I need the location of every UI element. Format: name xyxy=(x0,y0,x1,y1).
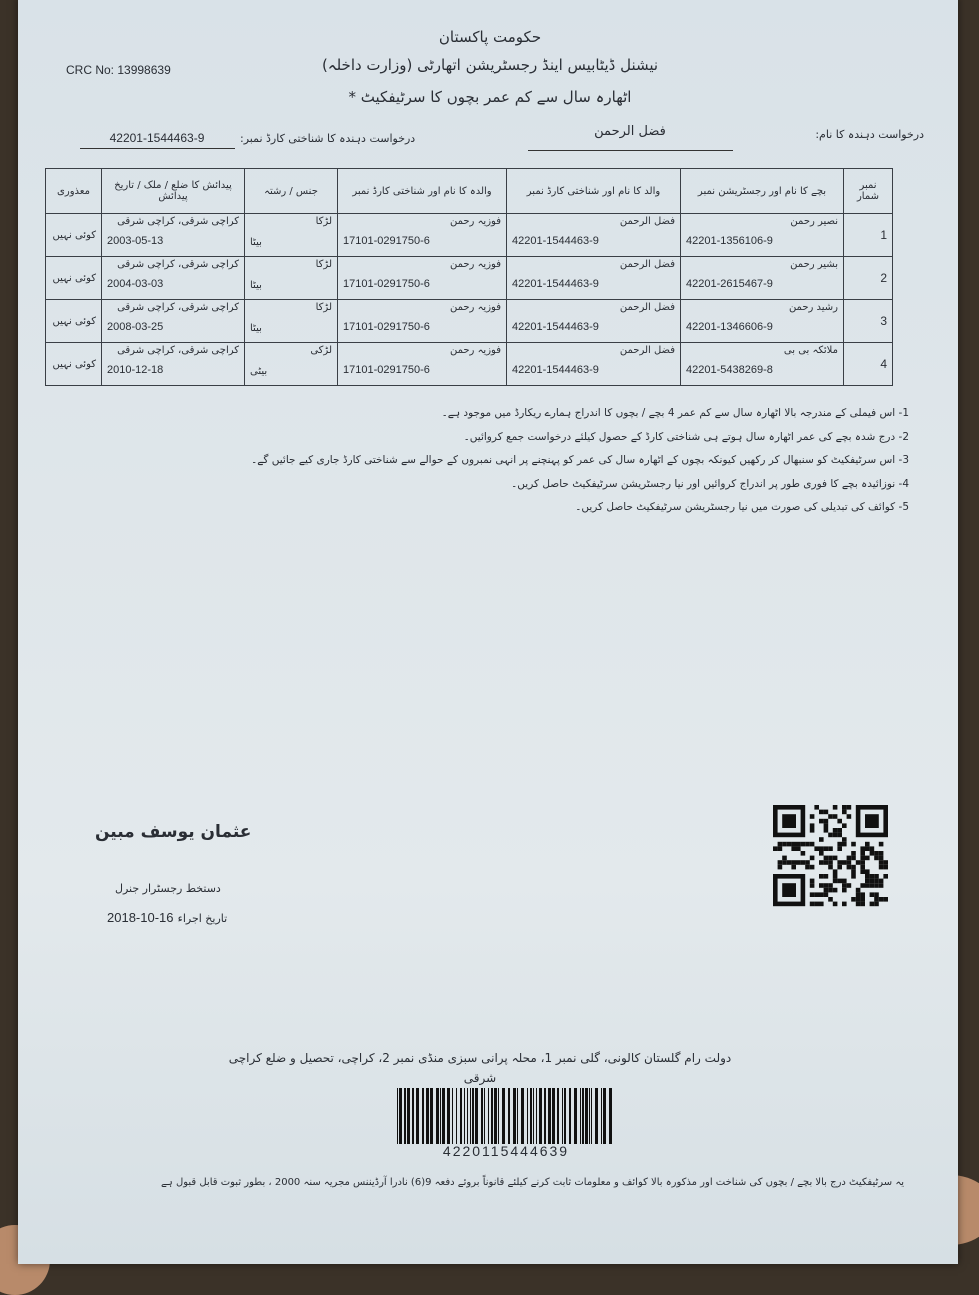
issue-date: 2018-10-16 xyxy=(107,910,174,925)
gender-cell xyxy=(245,300,338,343)
notes-list xyxy=(251,402,909,520)
disability-cell xyxy=(46,343,102,386)
child-cell-number: 42201-5438269-8 xyxy=(686,364,773,376)
child-cell xyxy=(681,257,844,300)
relation-text: بیٹا xyxy=(250,323,262,334)
note-item: 1- اس فیملی کے مندرجہ بالا اٹھارہ سال سے کم عمر 4 بچے / بچوں کا اندراج ہمارے ریکارڈ میں موجود ہے۔ xyxy=(441,407,909,419)
mother-cell-number: 17101-0291750-6 xyxy=(343,364,430,376)
serial-cell xyxy=(844,214,893,257)
relation-text: بیٹا xyxy=(250,280,262,291)
mother-cell-number: 17101-0291750-6 xyxy=(343,321,430,333)
certificate-title: اٹھارہ سال سے کم عمر بچوں کا سرٹیفکیٹ * xyxy=(348,88,632,106)
address: دولت رام گلستان کالونی، گلی نمبر 1، محلہ پرانی سبزی منڈی نمبر 2، کراچی، تحصیل و ضلع کراچی شرقی xyxy=(228,1051,732,1085)
father-cell-number: 42201-1544463-9 xyxy=(512,278,599,290)
signature-title: دستخط رجسٹرار جنرل xyxy=(115,882,221,895)
mother-cell-text: فوزیہ رحمن xyxy=(449,302,501,313)
barcode xyxy=(395,1088,617,1144)
gender-cell-text: لڑکا xyxy=(315,302,332,313)
header-child: بچے کا نام اور رجسٹریشن نمبر xyxy=(681,169,844,214)
birth-cell-text: کراچی شرقی، کراچی شرقی xyxy=(117,302,239,313)
note-item: 5- کوائف کی تبدیلی کی صورت میں نیا رجسٹریشن سرٹیفکیٹ حاصل کریں۔ xyxy=(575,501,909,513)
table-row xyxy=(46,257,893,300)
birth-cell-number: 2003-05-13 xyxy=(107,235,164,247)
crc-label: CRC No: xyxy=(66,63,115,77)
mother-cell-number: 17101-0291750-6 xyxy=(343,278,430,290)
father-cell xyxy=(507,343,681,386)
children-table xyxy=(45,168,893,386)
header-gender: جنس / رشتہ xyxy=(245,169,338,214)
mother-cell xyxy=(338,214,507,257)
authority-title: نیشنل ڈیٹابیس اینڈ رجسٹریشن اتھارٹی (وزارت داخلہ) xyxy=(321,56,659,74)
disability-cell xyxy=(46,214,102,257)
table-row xyxy=(46,214,893,257)
child-cell-number: 42201-1356106-9 xyxy=(686,235,773,247)
header-father: والد کا نام اور شناختی کارڈ نمبر xyxy=(507,169,681,214)
birth-cell-text: کراچی شرقی، کراچی شرقی xyxy=(117,216,239,227)
note-item: 3- اس سرٹیفکیٹ کو سنبھال کر رکھیں کیونکہ بچوں کے اٹھارہ سال کی عمر کو پہنچنے پر انہی نمبروں کے حوالے سے شناختی کارڈ جاری کیے جائیں گے۔ xyxy=(251,454,909,466)
mother-cell xyxy=(338,300,507,343)
disability-cell-text: کوئی نہیں xyxy=(52,315,96,327)
father-cell xyxy=(507,214,681,257)
gender-cell-text: لڑکا xyxy=(315,216,332,227)
birth-cell-text: کراچی شرقی، کراچی شرقی xyxy=(117,345,239,356)
child-cell-text: ملائکہ بی بی xyxy=(783,345,838,356)
applicant-cnic-label: درخواست دہندہ کا شناختی کارڈ نمبر: xyxy=(240,132,416,145)
relation-text: بیٹی xyxy=(250,366,268,377)
header-disability: معذوری xyxy=(46,169,102,214)
serial-cell-text: 3 xyxy=(880,314,887,328)
father-cell xyxy=(507,300,681,343)
table-header-row xyxy=(46,169,893,214)
footer-statement: یہ سرٹیفکیٹ درج بالا بچے / بچوں کی شناخت اور مذکورہ بالا کوائف و معلومات ثابت کرنے کیلئے قانوناً بروئے دفعہ 9(6) نادرا آرڈیننس مجریہ سنہ 2000 ، بطور ثبوت قابل قبول ہے xyxy=(161,1177,904,1188)
birth-cell-number: 2008-03-25 xyxy=(107,321,164,333)
gender-cell xyxy=(245,257,338,300)
serial-cell-text: 4 xyxy=(880,357,887,371)
qr-code-icon xyxy=(773,805,893,909)
table-row xyxy=(46,300,893,343)
gender-cell-text: لڑکی xyxy=(310,345,332,356)
disability-cell-text: کوئی نہیں xyxy=(52,272,96,284)
gender-cell xyxy=(245,343,338,386)
father-cell-text: فضل الرحمن xyxy=(619,216,675,227)
header-birth: پیدائش کا ضلع / ملک / تاریخ پیدائش xyxy=(102,169,245,214)
mother-cell-text: فوزیہ رحمن xyxy=(449,345,501,356)
header-serial: نمبر شمار xyxy=(844,169,893,214)
birth-cell-text: کراچی شرقی، کراچی شرقی xyxy=(117,259,239,270)
gender-cell xyxy=(245,214,338,257)
applicant-name-underline xyxy=(528,150,733,151)
mother-cell-number: 17101-0291750-6 xyxy=(343,235,430,247)
birth-cell-number: 2004-03-03 xyxy=(107,278,164,290)
disability-cell-text: کوئی نہیں xyxy=(52,229,96,241)
crc-number xyxy=(66,63,171,77)
serial-cell xyxy=(844,300,893,343)
father-cell-number: 42201-1544463-9 xyxy=(512,321,599,333)
applicant-cnic-value: 42201-1544463-9 xyxy=(109,131,205,145)
father-cell xyxy=(507,257,681,300)
mother-cell xyxy=(338,343,507,386)
serial-cell xyxy=(844,257,893,300)
child-cell-number: 42201-2615467-9 xyxy=(686,278,773,290)
disability-cell-text: کوئی نہیں xyxy=(52,358,96,370)
birth-cell-number: 2010-12-18 xyxy=(107,364,164,376)
applicant-name-value: فضل الرحمن xyxy=(594,124,666,139)
birth-cell xyxy=(102,214,245,257)
father-cell-text: فضل الرحمن xyxy=(619,259,675,270)
applicant-name-label: درخواست دہندہ کا نام: xyxy=(815,128,924,141)
disability-cell xyxy=(46,300,102,343)
child-cell xyxy=(681,343,844,386)
child-cell-number: 42201-1346606-9 xyxy=(686,321,773,333)
issue-date-line xyxy=(107,910,227,926)
birth-cell xyxy=(102,343,245,386)
father-cell-text: فضل الرحمن xyxy=(619,302,675,313)
note-item: 4- نوزائیدہ بچے کا فوری طور پر اندراج کروائیں اور نیا رجسٹریشن سرٹیفکیٹ حاصل کریں۔ xyxy=(511,477,909,490)
signature: عثمان یوسف مبین xyxy=(95,822,252,842)
child-cell xyxy=(681,214,844,257)
child-cell xyxy=(681,300,844,343)
issue-date-label: تاریخ اجراء xyxy=(177,912,228,925)
mother-cell xyxy=(338,257,507,300)
table-row xyxy=(46,343,893,386)
barcode-number: 4220115444639 xyxy=(442,1143,570,1159)
government-title: حکومت پاکستان xyxy=(438,28,542,46)
birth-cell xyxy=(102,300,245,343)
child-cell-text: بشیر رحمن xyxy=(790,259,838,270)
applicant-cnic-underline xyxy=(80,148,235,149)
father-cell-text: فضل الرحمن xyxy=(619,345,675,356)
header-mother: والدہ کا نام اور شناختی کارڈ نمبر xyxy=(338,169,507,214)
serial-cell-text: 2 xyxy=(880,271,887,285)
serial-cell xyxy=(844,343,893,386)
disability-cell xyxy=(46,257,102,300)
child-cell-text: نصیر رحمن xyxy=(790,216,838,227)
father-cell-number: 42201-1544463-9 xyxy=(512,364,599,376)
mother-cell-text: فوزیہ رحمن xyxy=(449,259,501,270)
crc-value: 13998639 xyxy=(117,63,171,77)
child-cell-text: رشید رحمن xyxy=(788,302,838,313)
father-cell-number: 42201-1544463-9 xyxy=(512,235,599,247)
relation-text: بیٹا xyxy=(250,237,262,248)
mother-cell-text: فوزیہ رحمن xyxy=(449,216,501,227)
note-item: 2- درج شدہ بچے کی عمر اٹھارہ سال ہوتے ہی شناختی کارڈ کے حصول کیلئے درخواست جمع کروائیں۔ xyxy=(463,430,909,443)
gender-cell-text: لڑکا xyxy=(315,259,332,270)
serial-cell-text: 1 xyxy=(880,228,887,242)
birth-cell xyxy=(102,257,245,300)
